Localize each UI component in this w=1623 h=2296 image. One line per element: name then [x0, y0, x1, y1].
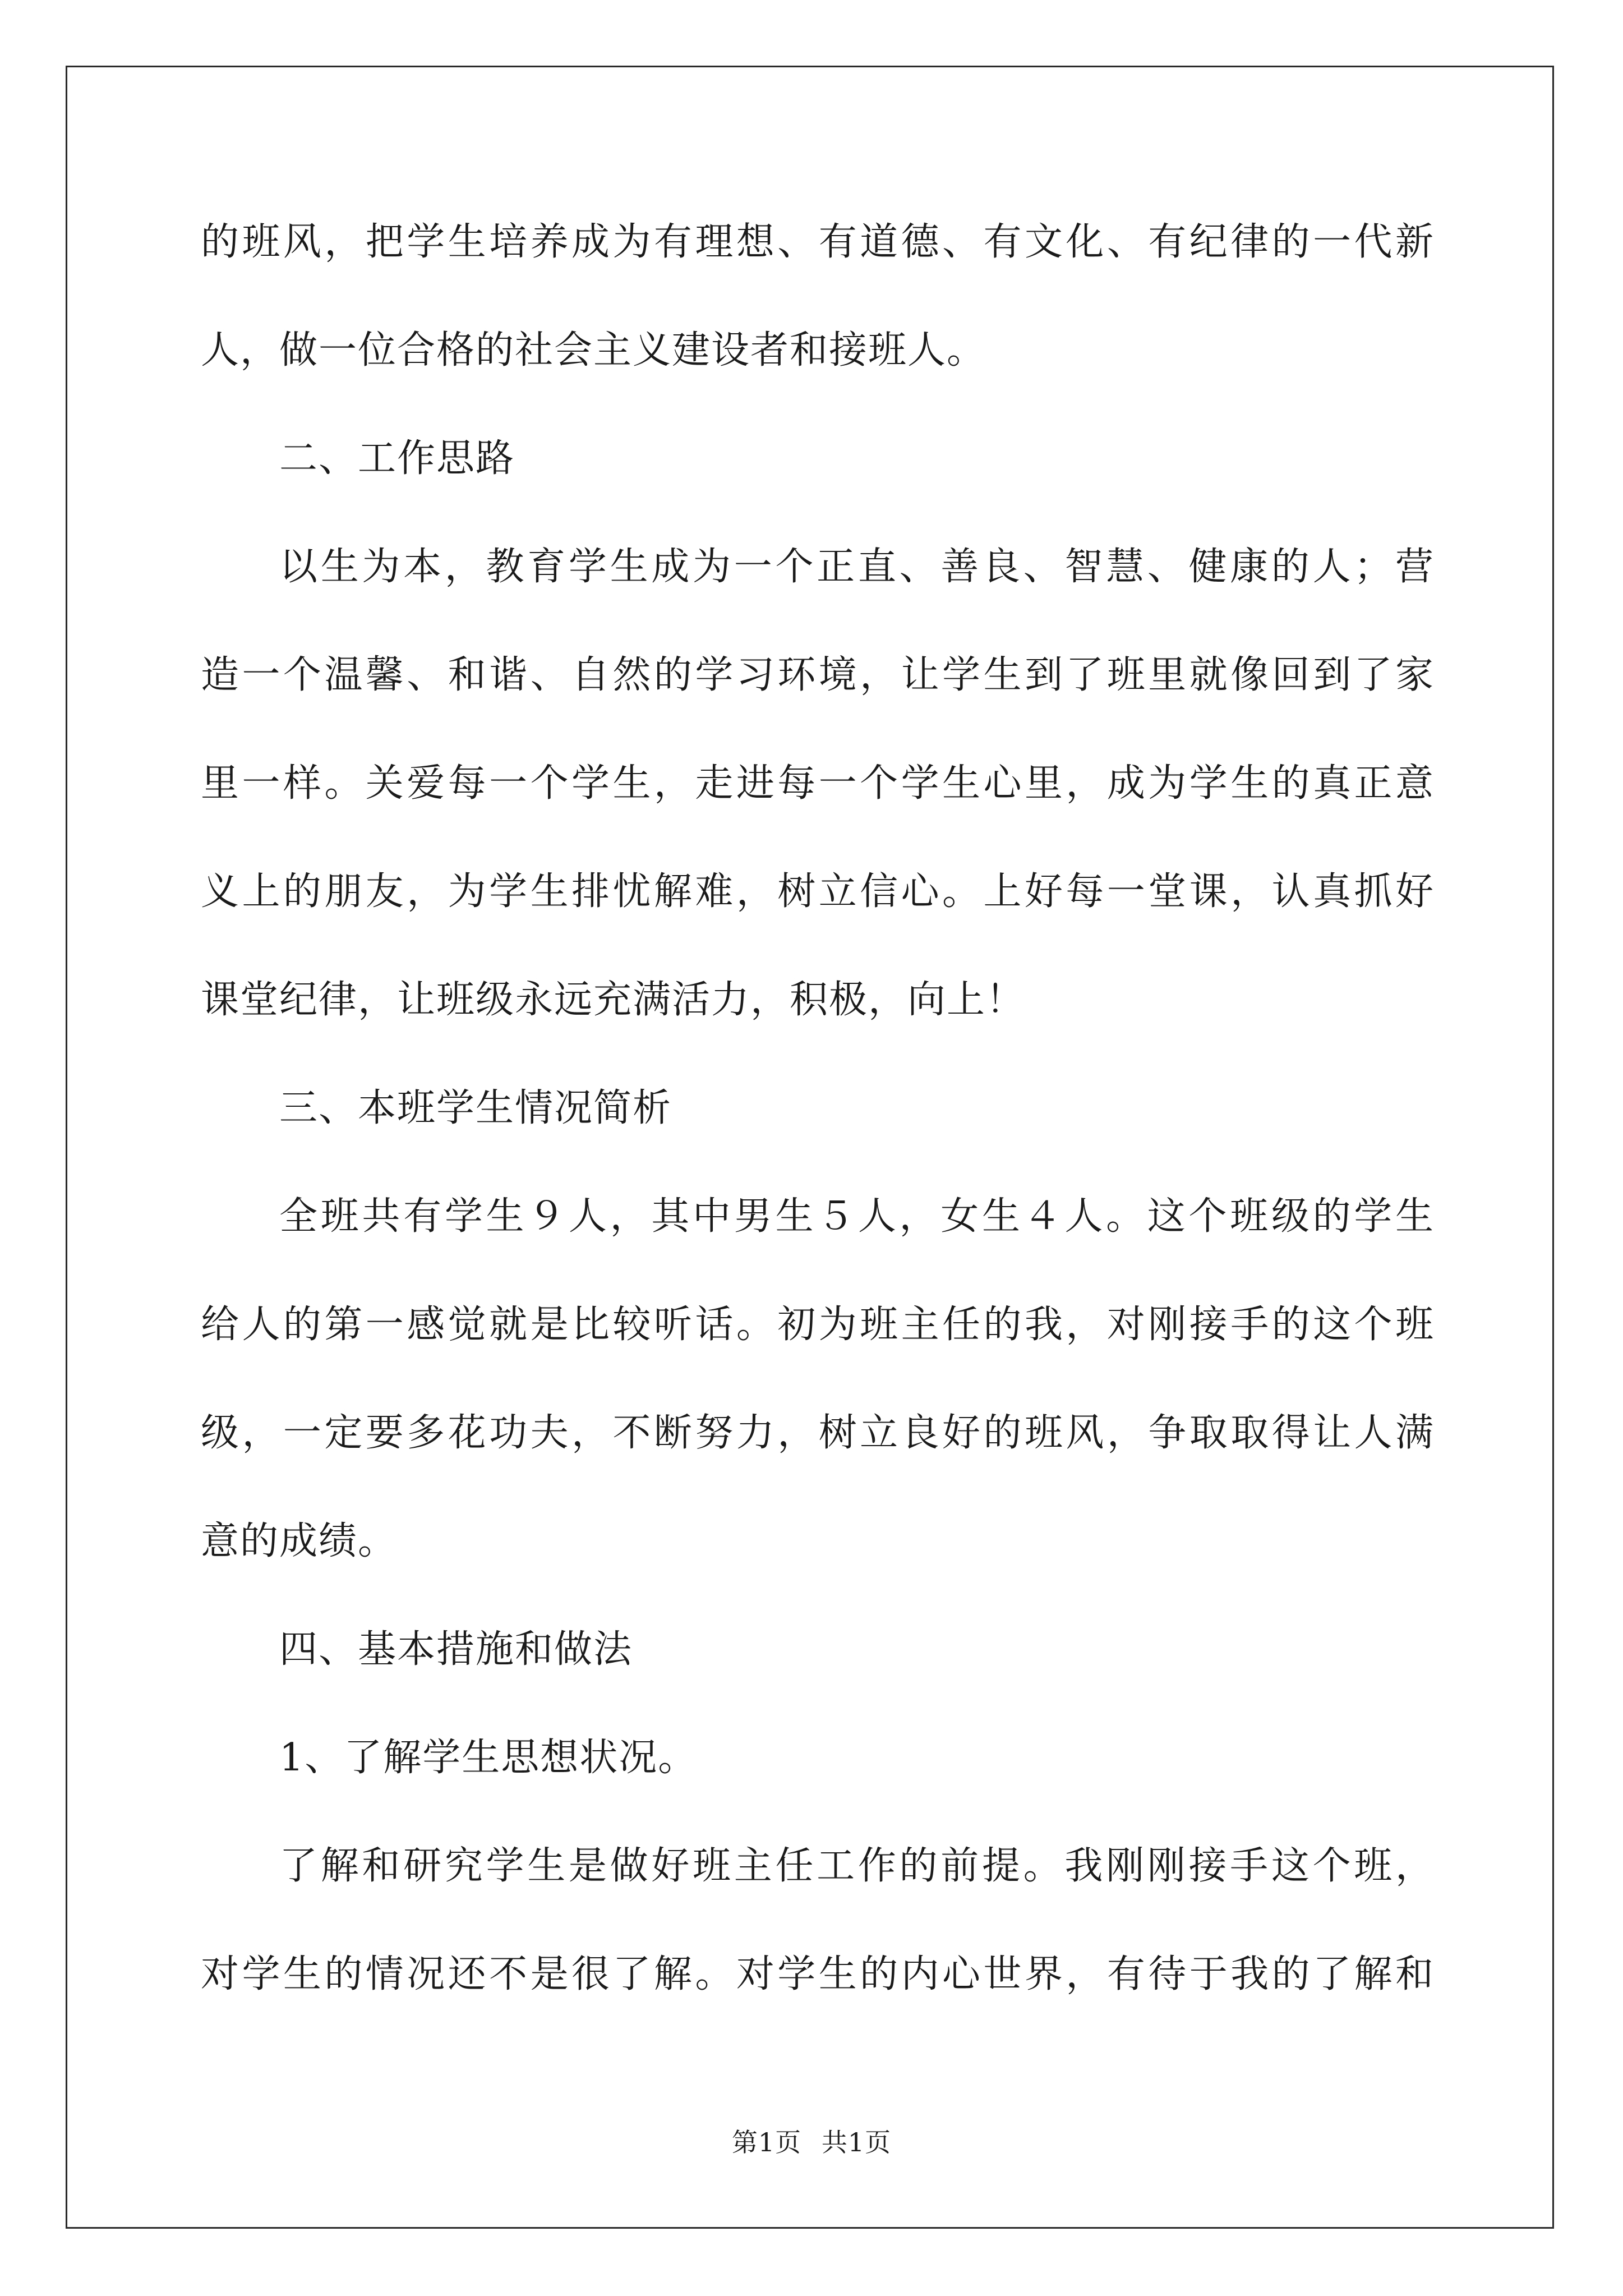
text-line: 对学生的情况还不是很了解。对学生的内心世界，有待于我的了解和 — [201, 1952, 1435, 1996]
section-heading: 四、基本措施和做法 — [279, 1627, 633, 1672]
subsection-heading: 1、了解学生思想状况。 — [279, 1736, 698, 1780]
text-line: 课堂纪律，让班级永远充满活力，积极，向上！ — [201, 978, 1026, 1022]
page-footer — [0, 2125, 1623, 2159]
text-line: 人，做一位合格的社会主义建设者和接班人。 — [201, 328, 986, 372]
text-line: 造一个温馨、和谐、自然的学习环境，让学生到了班里就像回到了家 — [201, 653, 1435, 697]
text-line: 的班风，把学生培养成为有理想、有道德、有文化、有纪律的一代新 — [201, 220, 1435, 264]
section-heading: 三、本班学生情况简析 — [279, 1086, 672, 1130]
text-line: 以生为本，教育学生成为一个正直、善良、智慧、健康的人；营 — [279, 545, 1435, 589]
text-line: 级，一定要多花功夫，不断努力，树立良好的班风，争取取得让人满 — [201, 1411, 1435, 1455]
section-heading: 二、工作思路 — [279, 436, 515, 481]
text-line: 全班共有学生９人，其中男生５人，女生４人。这个班级的学生 — [279, 1194, 1435, 1239]
page-border — [66, 66, 1554, 2229]
text-line: 了解和研究学生是做好班主任工作的前提。我刚刚接手这个班， — [279, 1844, 1435, 1888]
text-line: 给人的第一感觉就是比较听话。初为班主任的我，对刚接手的这个班 — [201, 1303, 1435, 1347]
text-line: 意的成绩。 — [201, 1519, 398, 1563]
page-total: 共1页 — [821, 2127, 892, 2157]
text-line: 义上的朋友，为学生排忧解难，树立信心。上好每一堂课，认真抓好 — [201, 869, 1435, 914]
page-number: 第1页 — [731, 2127, 802, 2157]
text-line: 里一样。关爱每一个学生，走进每一个学生心里，成为学生的真正意 — [201, 761, 1435, 806]
